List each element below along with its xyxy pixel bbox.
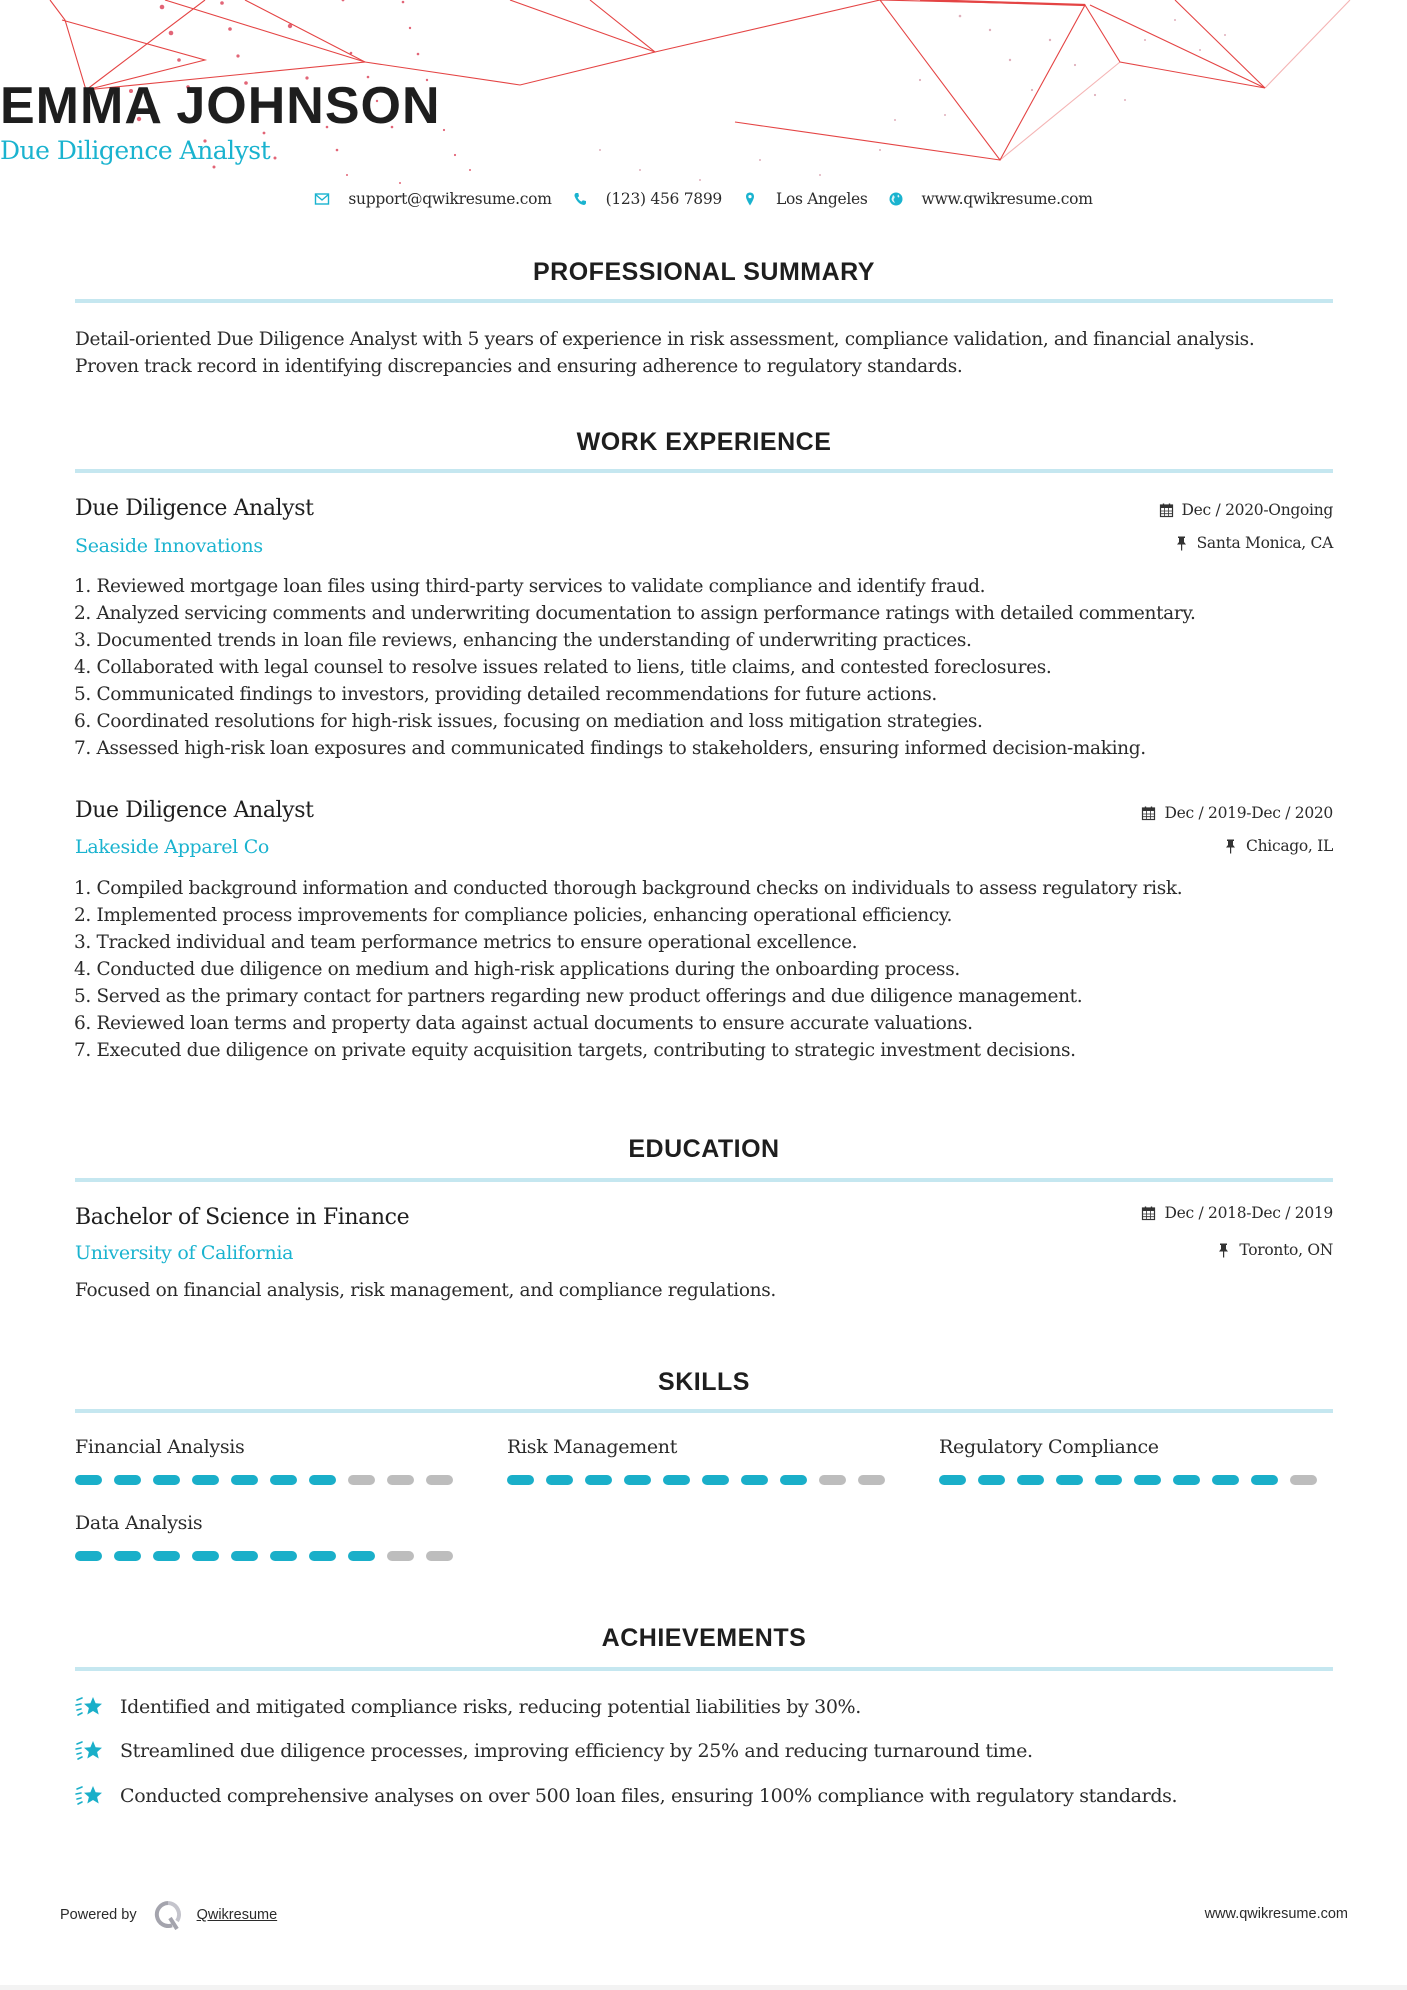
skill-rating <box>507 1475 897 1485</box>
candidate-title: Due Diligence Analyst <box>0 136 271 165</box>
job-dates <box>1159 500 1333 520</box>
job-title: Due Diligence Analyst <box>75 496 314 521</box>
candidate-name: EMMA JOHNSON <box>0 77 441 135</box>
skill-pill-filled <box>1212 1475 1239 1485</box>
achievement-item <box>75 1694 861 1720</box>
skill-pill-filled <box>270 1475 297 1485</box>
skills-heading: SKILLS <box>658 1368 750 1396</box>
contact-website-text: www.qwikresume.com <box>921 190 1093 208</box>
summary-line: Proven track record in identifying discrepancies and ensuring adherence to regulatory standards. <box>75 356 963 377</box>
job-company: Lakeside Apparel Co <box>75 836 270 858</box>
job-bullet: 3. Tracked individual and team performance metrics to ensure operational excellence. <box>74 932 858 953</box>
job-location-text: Santa Monica, CA <box>1196 534 1333 552</box>
job-bullet: 7. Assessed high-risk loan exposures and communicated findings to stakeholders, ensuring informed decision-making. <box>74 738 1146 759</box>
skill-pill-empty <box>858 1475 885 1485</box>
skill-rating <box>75 1551 465 1561</box>
achievement-text: Identified and mitigated compliance risks, reducing potential liabilities by 30%. <box>120 1696 861 1718</box>
phone-icon <box>572 191 588 207</box>
skill-pill-filled <box>231 1551 258 1561</box>
star-icon <box>75 1783 105 1809</box>
pushpin-icon <box>1216 1242 1231 1258</box>
skill-name: Financial Analysis <box>75 1436 245 1458</box>
experience-heading: WORK EXPERIENCE <box>576 428 832 456</box>
skill-pill-filled <box>1134 1475 1161 1485</box>
skill-pill-filled <box>1173 1475 1200 1485</box>
skill-pill-filled <box>192 1475 219 1485</box>
skill-rating <box>939 1475 1329 1485</box>
skill-pill-empty <box>387 1551 414 1561</box>
skill-pill-filled <box>309 1551 336 1561</box>
skill-name: Regulatory Compliance <box>939 1436 1159 1458</box>
footer-website[interactable]: www.qwikresume.com <box>1204 1906 1348 1922</box>
experience-divider <box>75 469 1333 473</box>
skill-pill-empty <box>819 1475 846 1485</box>
skill-pill-filled <box>75 1551 102 1561</box>
skill-pill-filled <box>1251 1475 1278 1485</box>
achievement-text: Streamlined due diligence processes, improving efficiency by 25% and reducing turnaround time. <box>120 1740 1033 1762</box>
skill-pill-filled <box>585 1475 612 1485</box>
skill-pill-filled <box>1017 1475 1044 1485</box>
skill-pill-filled <box>348 1551 375 1561</box>
calendar-icon <box>1159 502 1174 518</box>
skill-pill-filled <box>1095 1475 1122 1485</box>
job-location-text: Chicago, IL <box>1246 837 1333 855</box>
summary-heading: PROFESSIONAL SUMMARY <box>533 258 875 286</box>
education-dates <box>1141 1203 1333 1223</box>
achievement-item <box>75 1783 1177 1809</box>
job-dates <box>1141 803 1333 823</box>
contact-website[interactable] <box>888 188 1093 210</box>
achievement-text: Conducted comprehensive analyses on over 500 loan files, ensuring 100% compliance with regulatory standards. <box>120 1785 1178 1807</box>
job-bullet: 5. Communicated findings to investors, providing detailed recommendations for future actions. <box>74 684 937 705</box>
summary-divider <box>75 299 1333 303</box>
job-bullet: 5. Served as the primary contact for partners regarding new product offerings and due diligence management. <box>74 986 1083 1007</box>
job-bullet: 4. Conducted due diligence on medium and high-risk applications during the onboarding process. <box>74 959 960 980</box>
job-bullet: 4. Collaborated with legal counsel to resolve issues related to liens, title claims, and contested foreclosures. <box>74 657 1052 678</box>
powered-by <box>60 1900 277 1930</box>
degree-title: Bachelor of Science in Finance <box>75 1205 410 1230</box>
job-bullets <box>74 573 1354 762</box>
contact-location-text: Los Angeles <box>775 190 868 208</box>
skill-pill-filled <box>153 1551 180 1561</box>
skill-name: Data Analysis <box>75 1512 203 1534</box>
skills-divider <box>75 1409 1333 1413</box>
skill-pill-filled <box>309 1475 336 1485</box>
skill-pill-filled <box>270 1551 297 1561</box>
envelope-icon <box>314 191 330 207</box>
education-heading: EDUCATION <box>628 1135 780 1163</box>
skill-pill-empty <box>1290 1475 1317 1485</box>
calendar-icon <box>1141 805 1156 821</box>
star-icon <box>75 1694 105 1720</box>
job-bullet: 6. Reviewed loan terms and property data against actual documents to ensure accurate valuations. <box>74 1013 973 1034</box>
school-name: University of California <box>75 1242 294 1264</box>
skill-pill-filled <box>507 1475 534 1485</box>
skill-pill-filled <box>114 1551 141 1561</box>
education-location <box>1216 1240 1333 1260</box>
education-location-text: Toronto, ON <box>1239 1241 1333 1259</box>
skill-pill-filled <box>546 1475 573 1485</box>
job-bullet: 1. Compiled background information and conducted thorough background checks on individuals to assess regulatory risk. <box>74 878 1183 899</box>
skill-pill-filled <box>114 1475 141 1485</box>
skill-rating <box>75 1475 465 1485</box>
job-bullet: 2. Analyzed servicing comments and underwriting documentation to assign performance ratings with detailed commentary. <box>74 603 1196 624</box>
job-bullet: 6. Coordinated resolutions for high-risk issues, focusing on mediation and loss mitigation strategies. <box>74 711 983 732</box>
summary-line: Detail-oriented Due Diligence Analyst with 5 years of experience in risk assessment, compliance validation, and financial analysis. <box>75 329 1255 350</box>
globe-icon <box>888 191 904 207</box>
job-bullet: 2. Implemented process improvements for compliance policies, enhancing operational efficiency. <box>74 905 953 926</box>
skill-item <box>75 1434 475 1460</box>
star-icon <box>75 1738 105 1764</box>
achievement-item <box>75 1738 1033 1764</box>
skill-pill-filled <box>624 1475 651 1485</box>
job-company: Seaside Innovations <box>75 535 263 557</box>
qwikresume-logo-icon <box>153 1900 183 1930</box>
skill-pill-filled <box>1056 1475 1083 1485</box>
job-title: Due Diligence Analyst <box>75 798 314 823</box>
skill-item <box>939 1434 1339 1460</box>
summary-text <box>75 326 1345 380</box>
powered-by-label: Powered by <box>60 1907 137 1923</box>
skill-pill-filled <box>75 1475 102 1485</box>
pushpin-icon <box>1174 535 1189 551</box>
qwikresume-link[interactable]: Qwikresume <box>196 1907 278 1923</box>
achievements-heading: ACHIEVEMENTS <box>601 1624 807 1652</box>
skill-item <box>75 1510 475 1536</box>
contact-bar <box>0 188 1407 210</box>
education-dates-text: Dec / 2018-Dec / 2019 <box>1164 1204 1333 1222</box>
skill-pill-filled <box>939 1475 966 1485</box>
education-description: Focused on financial analysis, risk management, and compliance regulations. <box>75 1280 776 1301</box>
job-bullet: 1. Reviewed mortgage loan files using third-party services to validate compliance and identify fraud. <box>74 576 986 597</box>
skill-pill-filled <box>663 1475 690 1485</box>
contact-email-text: support@qwikresume.com <box>348 190 552 208</box>
education-divider <box>75 1178 1333 1182</box>
job-location <box>1174 533 1333 553</box>
skill-pill-filled <box>780 1475 807 1485</box>
map-pin-icon <box>742 191 758 207</box>
skill-name: Risk Management <box>507 1436 678 1458</box>
job-dates-text: Dec / 2019-Dec / 2020 <box>1164 804 1333 822</box>
calendar-icon <box>1141 1205 1156 1221</box>
contact-location <box>742 188 868 210</box>
skill-pill-empty <box>426 1475 453 1485</box>
page-bottom-edge <box>0 1985 1407 1990</box>
achievements-divider <box>75 1667 1333 1671</box>
skill-pill-filled <box>192 1551 219 1561</box>
job-location <box>1223 836 1333 856</box>
skill-pill-filled <box>153 1475 180 1485</box>
skill-pill-filled <box>741 1475 768 1485</box>
contact-email[interactable] <box>314 188 551 210</box>
contact-phone-text: (123) 456 7899 <box>605 190 722 208</box>
skill-pill-filled <box>231 1475 258 1485</box>
job-bullet: 7. Executed due diligence on private equity acquisition targets, contributing to strategic investment decisions. <box>74 1040 1076 1061</box>
pushpin-icon <box>1223 838 1238 854</box>
skill-pill-empty <box>348 1475 375 1485</box>
skill-pill-empty <box>387 1475 414 1485</box>
skill-pill-filled <box>978 1475 1005 1485</box>
contact-phone[interactable] <box>572 188 722 210</box>
job-bullets <box>74 875 1354 1064</box>
skill-item <box>507 1434 907 1460</box>
job-dates-text: Dec / 2020-Ongoing <box>1181 501 1333 519</box>
skill-pill-filled <box>702 1475 729 1485</box>
job-bullet: 3. Documented trends in loan file reviews, enhancing the understanding of underwriting practices. <box>74 630 972 651</box>
skill-pill-empty <box>426 1551 453 1561</box>
